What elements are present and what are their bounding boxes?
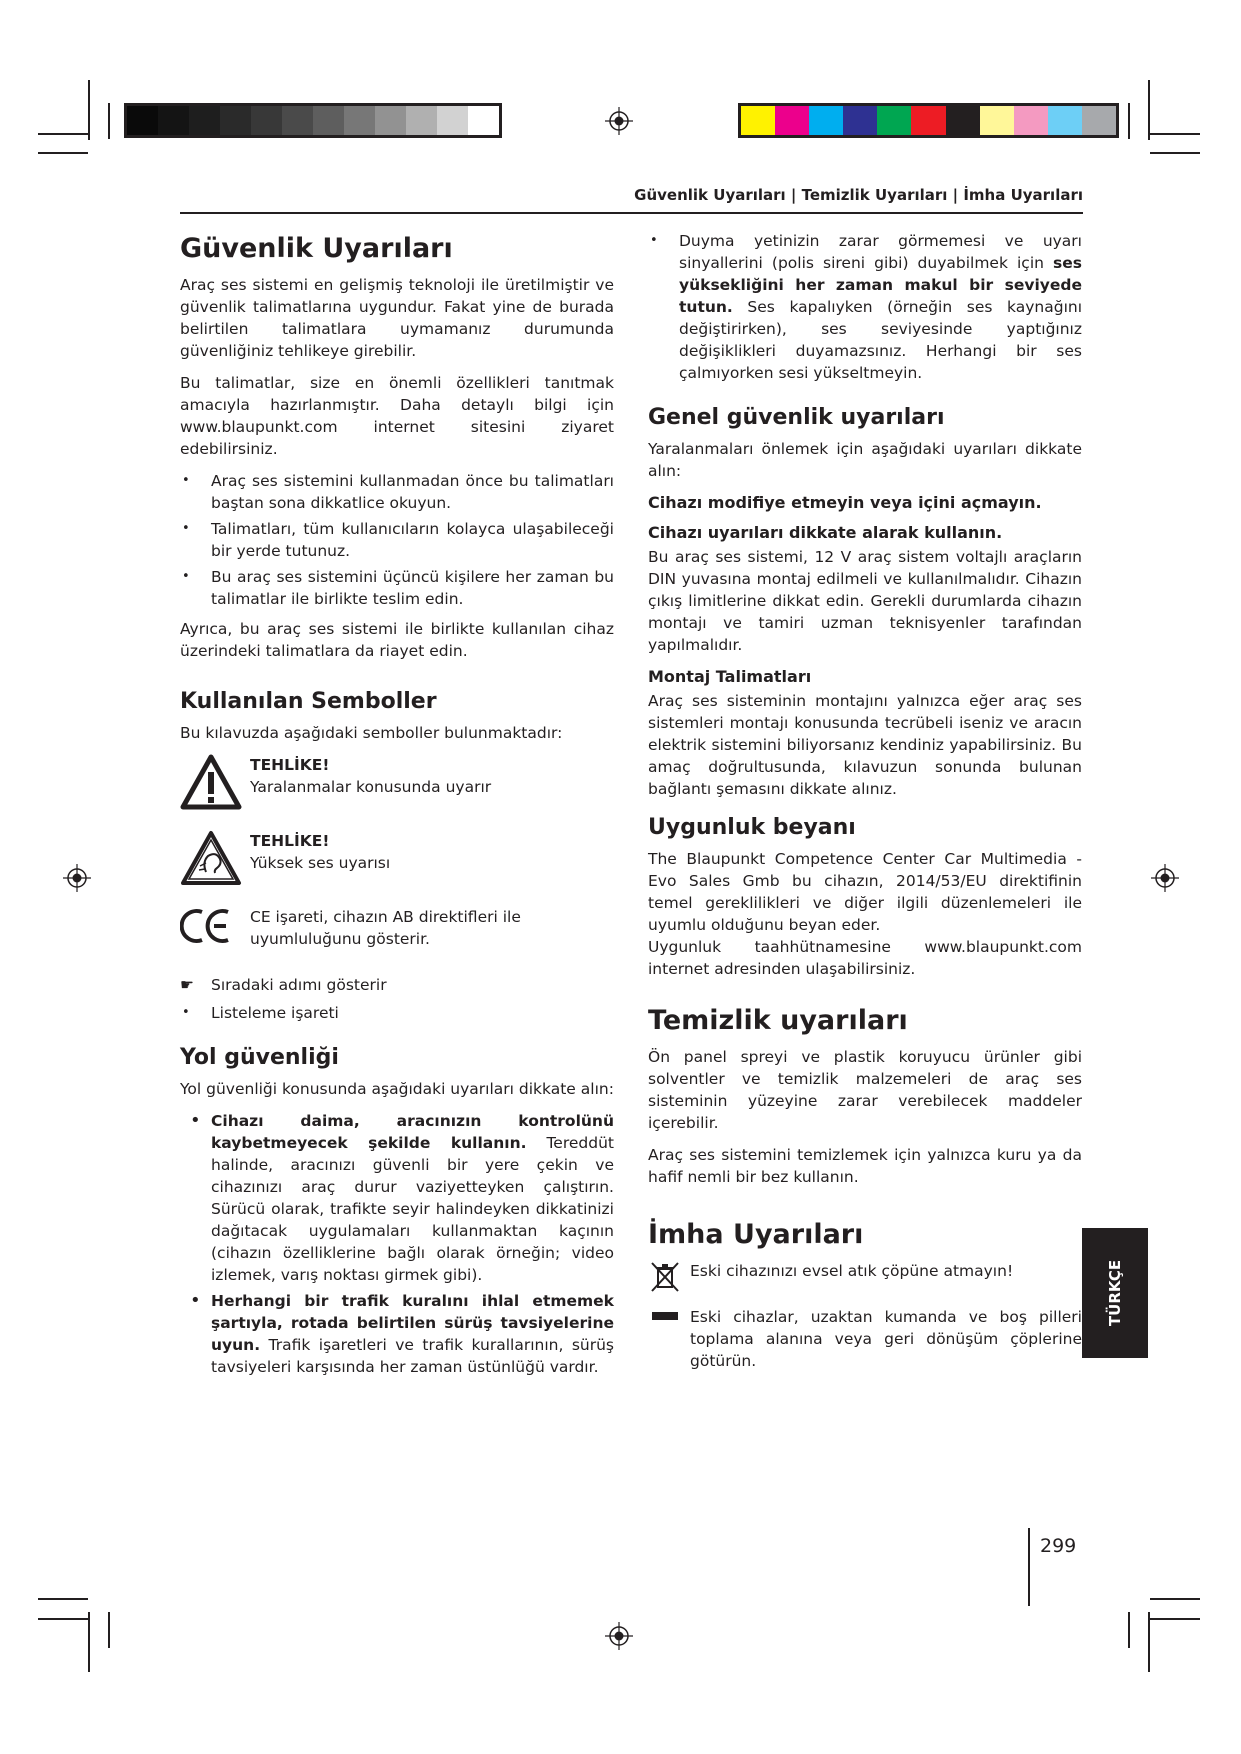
- list-item: [180, 1290, 614, 1378]
- ce-description: CE işareti, cihazın AB direktifleri ile uyumluluğunu gösterir.: [250, 908, 521, 948]
- color-swatch-10: [1048, 106, 1082, 135]
- registration-mark-right: [1151, 864, 1179, 892]
- disposal-item-1: [648, 1260, 1082, 1300]
- color-swatch-9: [1014, 106, 1048, 135]
- gray-swatch-2: [158, 106, 189, 135]
- symbol-danger: [180, 754, 614, 816]
- hearing-list: [648, 230, 1082, 384]
- general-safety-paragraph: Bu araç ses sistemi, 12 V araç sistem voltajlı araçların DIN yuvasına montaj edilmeli ve kullanılmalıdır. Cihazın çıkış limitlerine dikkat edin. Gerekli durumlarda cihazın montajı ve tamiri uzman teknisyenler tarafından yapılmalıdır.: [648, 548, 1082, 654]
- warning-triangle-icon: [180, 754, 242, 810]
- disposal-item-2: [648, 1306, 1082, 1372]
- conformity-paragraph: The Blaupunkt Competence Center Car Multimedia - Evo Sales Gmb bu cihazın, 2014/53/EU direktifinin temel gereklilikleri ve diğer ilgili düzenlemeleri ile uyumlu olduğunu beyan eder.: [648, 850, 1082, 934]
- road-rule-1-emphasis: Cihazı daima, aracınızın kontrolünü kaybetmeyecek şekilde kullanın.: [211, 1112, 614, 1152]
- general-safety-intro: Yaralanmaları önlemek için aşağıdaki uyarıları dikkate alın:: [648, 440, 1082, 480]
- conformity-heading: Uygunluk beyanı: [648, 815, 856, 840]
- list-item: • Bu araç ses sistemini üçüncü kişilere her zaman bu talimatlar ile birlikte teslim edin.: [180, 566, 614, 610]
- color-swatch-3: [809, 106, 843, 135]
- road-rule-1-text: Tereddüt halinde, aracınızı güvenli bir yere çekin ve cihazınızı araç durur vaziyetteyken çalıştırın. Sürücü olarak, trafikte seyir halindeyken dikkatinizi dağıtacak uygulamaları kullanmaktan kaçının (cihazın özelliklerine bağlı olarak örneğin; video izlemek, varış noktası girmek gibi).: [211, 1134, 614, 1284]
- list-item: [648, 230, 1082, 384]
- gray-swatch-5: [251, 106, 282, 135]
- color-swatch-6: [911, 106, 945, 135]
- next-step-text: Sıradaki adımı gösterir: [211, 976, 387, 994]
- safety-paragraph-2: Bu talimatlar, size en önemli özellikleri tanıtmak amacıyla hazırlanmıştır. Daha detaylı bilgi için www.blaupunkt.com internet sitesini ziyaret edebilirsiniz.: [180, 374, 614, 458]
- color-swatch-8: [980, 106, 1014, 135]
- registration-mark-top: [605, 107, 633, 135]
- safety-paragraph-3: Ayrıca, bu araç ses sistemi ile birlikte kullanılan cihaz üzerindeki talimatlara da riayet edin.: [180, 620, 614, 660]
- grayscale-color-bar: [124, 103, 502, 138]
- gray-swatch-4: [220, 106, 251, 135]
- pointing-hand-icon: ☛: [180, 976, 194, 994]
- color-swatch-7: [946, 106, 980, 135]
- gray-swatch-10: [406, 106, 437, 135]
- disposal-heading: İmha Uyarıları: [648, 1219, 864, 1250]
- registration-mark-bottom: [605, 1622, 633, 1650]
- language-tab: [1082, 1228, 1148, 1358]
- symbol-ce: [180, 906, 614, 952]
- road-safety-intro: Yol güvenliği konusunda aşağıdaki uyarıları dikkate alın:: [180, 1080, 614, 1098]
- language-tab-label: TÜRKÇE: [1106, 1259, 1124, 1327]
- cleaning-paragraph-1: Ön panel spreyi ve plastik koruyucu ürünler gibi solventler ve temizlik malzemeleri de araç ses sisteminin yüzeyine zarar verebilecek maddeler içerebilir.: [648, 1048, 1082, 1132]
- gray-swatch-1: [127, 106, 158, 135]
- list-item: • Talimatları, tüm kullanıcıların kolayca ulaşabileceği bir yerde tutunuz.: [180, 518, 614, 562]
- cleaning-heading: Temizlik uyarıları: [648, 1005, 908, 1036]
- hearing-text-a: Duyma yetinizin zarar görmemesi ve uyarı sinyallerini (polis sireni gibi) duyabilmek için: [679, 232, 1082, 272]
- gray-swatch-8: [344, 106, 375, 135]
- listing-legend: [180, 1002, 614, 1024]
- road-safety-list: [180, 1110, 614, 1378]
- page-number: 299: [1040, 1535, 1077, 1557]
- gray-swatch-11: [437, 106, 468, 135]
- right-column: [648, 226, 1082, 1378]
- list-item: • Araç ses sistemini kullanmadan önce bu talimatları baştan sona dikkatlice okuyun.: [180, 470, 614, 514]
- gray-swatch-12: [468, 106, 499, 135]
- road-rule-2-emphasis: Herhangi bir trafik kuralını ihlal etmemek şartıyla, rotada belirtilen sürüş tavsiyelerine uyun.: [211, 1292, 614, 1354]
- general-safety-subheading-2: Cihazı uyarıları dikkate alarak kullanın.: [648, 523, 1003, 542]
- danger-label: TEHLİKE!: [250, 832, 330, 850]
- color-swatch-2: [775, 106, 809, 135]
- color-swatch-1: [741, 106, 775, 135]
- safety-bullet-list: [180, 470, 614, 610]
- ce-mark-icon: [180, 906, 232, 946]
- header-rule: [180, 212, 1083, 214]
- color-swatch-5: [877, 106, 911, 135]
- danger-label: TEHLİKE!: [250, 756, 330, 774]
- hearing-warning-icon: [180, 830, 242, 886]
- bar-symbol-icon: [648, 1306, 682, 1326]
- road-safety-heading: Yol güvenliği: [180, 1045, 339, 1070]
- mounting-heading: Montaj Talimatları: [648, 667, 812, 686]
- next-step-legend: [180, 974, 614, 996]
- gray-swatch-3: [189, 106, 220, 135]
- registration-mark-left: [63, 864, 91, 892]
- crossed-bin-icon: [648, 1260, 682, 1294]
- listing-text: Listeleme işareti: [211, 1004, 339, 1022]
- color-swatch-11: [1082, 106, 1116, 135]
- conformity-link-text: Uygunluk taahhütnamesine www.blaupunkt.com internet adresinden ulaşabilirsiniz.: [648, 938, 1082, 978]
- list-item: [180, 1110, 614, 1286]
- disposal-text-1: Eski cihazınızı evsel atık çöpüne atmayın!: [690, 1262, 1014, 1280]
- general-safety-heading: Genel güvenlik uyarıları: [648, 405, 945, 430]
- running-head: Güvenlik Uyarıları | Temizlik Uyarıları | İmha Uyarıları: [634, 186, 1083, 204]
- left-column: [180, 226, 614, 1386]
- road-rule-2-text: Trafik işaretleri ve trafik kurallarının, sürüş tavsiyeleri karşısında her zaman üstünlüğü vardır.: [211, 1336, 614, 1376]
- color-swatch-4: [843, 106, 877, 135]
- symbol-loud-noise: [180, 830, 614, 892]
- loud-description: Yüksek ses uyarısı: [250, 854, 391, 872]
- danger-description: Yaralanmalar konusunda uyarır: [250, 778, 492, 796]
- gray-swatch-6: [282, 106, 313, 135]
- general-safety-subheading-1: Cihazı modifiye etmeyin veya içini açmayın.: [648, 493, 1042, 512]
- gray-swatch-7: [313, 106, 344, 135]
- mounting-paragraph: Araç ses sisteminin montajını yalnızca eğer araç ses sistemleri montajı konusunda tecrübeli iseniz ve aracın elektrik sistemini biliyorsanız kendiniz yapabilirsiniz. Bu amaç doğrultusunda, kılavuzun sonunda bulunan bağlantı şemasını dikkate alınız.: [648, 692, 1082, 798]
- hearing-text-b: Ses kapalıyken (örneğin ses kaynağını değiştirirken), ses seviyesinde yaptığınız değişiklikleri duyamazsınız. Herhangi bir ses çalmıyorken sesi yükseltmeyin.: [679, 298, 1082, 382]
- hearing-emphasis: ses yüksekliğini her zaman makul bir seviyede tutun.: [679, 254, 1082, 316]
- safety-paragraph-1: Araç ses sistemi en gelişmiş teknoloji ile üretilmiştir ve güvenlik talimatlarına uygundur. Fakat yine de burada belirtilen talimatlara uymamanız durumunda güvenliğiniz tehlikeye girebilir.: [180, 276, 614, 360]
- symbols-heading: Kullanılan Semboller: [180, 689, 437, 714]
- symbols-intro: Bu kılavuzda aşağıdaki semboller bulunmaktadır:: [180, 724, 563, 742]
- cleaning-paragraph-2: Araç ses sistemini temizlemek için yalnızca kuru ya da hafif nemli bir bez kullanın.: [648, 1146, 1082, 1186]
- process-color-bar: [738, 103, 1119, 138]
- gray-swatch-9: [375, 106, 406, 135]
- safety-heading: Güvenlik Uyarıları: [180, 233, 453, 264]
- page-number-rule: [1028, 1528, 1030, 1606]
- disposal-text-2: Eski cihazlar, uzaktan kumanda ve boş pilleri toplama alanına veya geri dönüşüm çöplerine götürün.: [690, 1308, 1082, 1370]
- bullet-icon: •: [182, 1005, 190, 1020]
